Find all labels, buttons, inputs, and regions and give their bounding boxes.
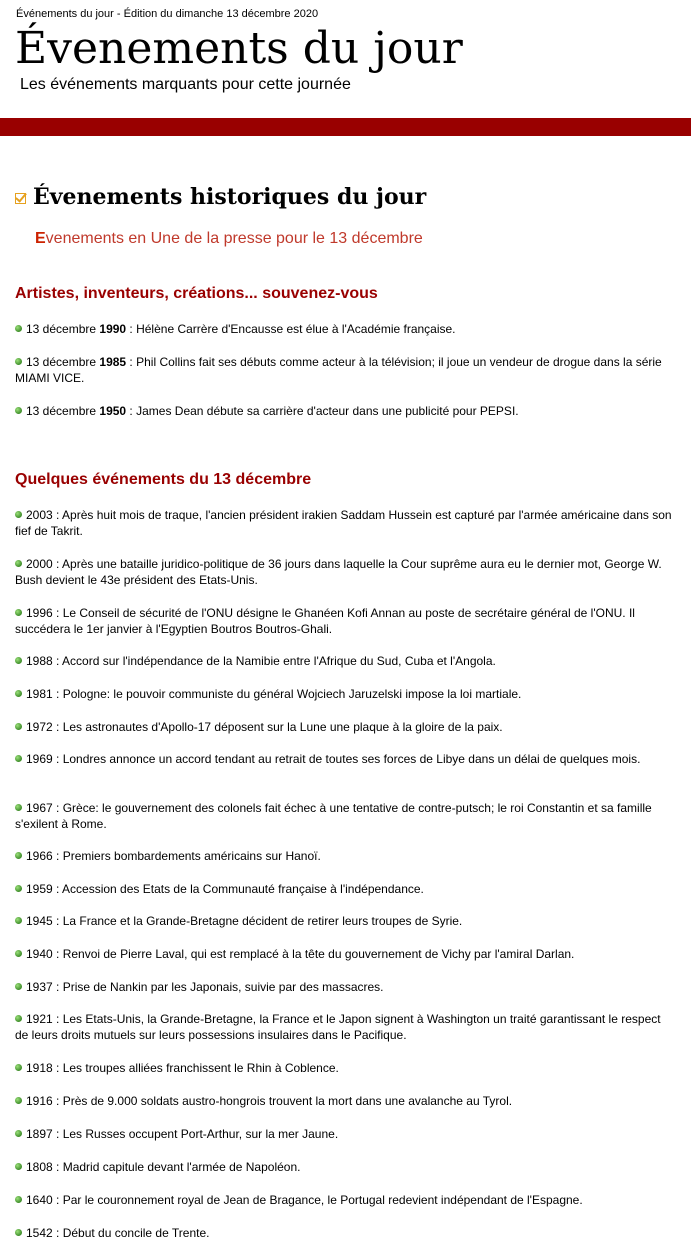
event-text: 1972 : Les astronautes d'Apollo-17 déposent sur la Lune une plaque à la gloire de la paix. <box>26 720 503 734</box>
bullet-icon <box>15 358 22 365</box>
site-tagline: Les événements marquants pour cette journée <box>20 76 351 93</box>
event-item <box>15 848 675 864</box>
bullet-icon <box>15 609 22 616</box>
bullet-icon <box>15 657 22 664</box>
press-link-text: venements en Une de la presse pour le 13 décembre <box>45 230 423 247</box>
bullet-icon <box>15 917 22 924</box>
event-item <box>15 751 675 767</box>
item-year: 1990 <box>99 322 127 336</box>
events-heading: Quelques événements du 13 décembre <box>15 471 312 488</box>
bullet-icon <box>15 983 22 990</box>
event-item <box>15 979 675 995</box>
event-text: 1940 : Renvoi de Pierre Laval, qui est remplacé à la tête du gouvernement de Vichy par l'amiral Darlan. <box>26 947 575 961</box>
press-link[interactable] <box>35 230 423 248</box>
event-item <box>15 556 675 588</box>
bullet-icon <box>15 723 22 730</box>
event-item <box>15 946 675 962</box>
event-text: 1640 : Par le couronnement royal de Jean de Bragance, le Portugal redevient indépendant de l'Espagne. <box>26 1193 583 1207</box>
bullet-icon <box>15 950 22 957</box>
bullet-icon <box>15 1097 22 1104</box>
event-text: 1937 : Prise de Nankin par les Japonais, suivie par des massacres. <box>26 980 384 994</box>
section-title: Évenements historiques du jour <box>33 184 427 210</box>
event-text: 1945 : La France et la Grande-Bretagne décident de retirer leurs troupes de Syrie. <box>26 914 463 928</box>
item-year: 1985 <box>99 355 127 369</box>
artist-item <box>15 403 675 419</box>
bullet-icon <box>15 407 22 414</box>
event-text: 1981 : Pologne: le pouvoir communiste du général Wojciech Jaruzelski impose la loi martiale. <box>26 687 522 701</box>
event-item <box>15 913 675 929</box>
event-item <box>15 507 675 539</box>
event-text: 2003 : Après huit mois de traque, l'ancien président irakien Saddam Hussein est capturé par l'armée américaine dans son fief de Takrit. <box>15 508 672 538</box>
bullet-icon <box>15 1229 22 1236</box>
event-text: 1916 : Près de 9.000 soldats austro-hongrois trouvent la mort dans une avalanche au Tyrol. <box>26 1094 513 1108</box>
artist-item <box>15 354 675 386</box>
bullet-icon <box>15 755 22 762</box>
event-item <box>15 1159 675 1175</box>
event-item <box>15 1093 675 1109</box>
press-link-initial: E <box>35 230 46 247</box>
event-text: 1921 : Les Etats-Unis, la Grande-Bretagne, la France et le Japon signent à Washington un traité garantissant le respect de leurs droits mutuels sur leurs possessions insulaires dans le Pacifique. <box>15 1012 661 1042</box>
page-topline: Événements du jour - Édition du dimanche 13 décembre 2020 <box>16 8 319 20</box>
event-text: 1967 : Grèce: le gouvernement des colonels fait échec à une tentative de contre-putsch; le roi Constantin et sa famille s'exilent à Rome. <box>15 801 652 831</box>
bullet-icon <box>15 1130 22 1137</box>
item-text: : Phil Collins fait ses débuts comme acteur à la télévision; il joue un vendeur de drogue dans la série MIAMI VICE. <box>15 355 662 385</box>
artists-heading: Artistes, inventeurs, créations... souvenez-vous <box>15 285 378 302</box>
event-text: 1969 : Londres annonce un accord tendant au retrait de toutes ses forces de Libye dans un délai de quelques mois. <box>26 752 641 766</box>
section-header <box>15 184 426 210</box>
event-text: 1808 : Madrid capitule devant l'armée de Napoléon. <box>26 1160 301 1174</box>
checkbox-icon <box>15 193 26 204</box>
event-text: 1988 : Accord sur l'indépendance de la Namibie entre l'Afrique du Sud, Cuba et l'Angola. <box>26 654 496 668</box>
header-red-bar <box>0 118 691 136</box>
event-item <box>15 1126 675 1142</box>
event-item <box>15 653 675 669</box>
item-text: : James Dean débute sa carrière d'acteur dans une publicité pour PEPSI. <box>126 404 519 418</box>
event-item <box>15 605 675 637</box>
item-date: 13 décembre <box>26 355 100 369</box>
item-date: 13 décembre <box>26 404 100 418</box>
bullet-icon <box>15 1163 22 1170</box>
site-title[interactable]: Évenements du jour <box>15 23 463 74</box>
event-item <box>15 1060 675 1076</box>
item-text: : Hélène Carrère d'Encausse est élue à l'Académie française. <box>126 322 456 336</box>
bullet-icon <box>15 852 22 859</box>
event-item <box>15 1011 675 1043</box>
bullet-icon <box>15 325 22 332</box>
event-item <box>15 719 675 735</box>
event-text: 1959 : Accession des Etats de la Communauté française à l'indépendance. <box>26 882 424 896</box>
event-item <box>15 800 675 832</box>
bullet-icon <box>15 804 22 811</box>
event-text: 2000 : Après une bataille juridico-politique de 36 jours dans laquelle la Cour suprême aura eu le dernier mot, George W. Bush devient le 43e président des Etats-Unis. <box>15 557 662 587</box>
event-text: 1996 : Le Conseil de sécurité de l'ONU désigne le Ghanéen Kofi Annan au poste de secrétaire général de l'ONU. Il succédera le 1er janvier à l'Egyptien Boutros Boutros-Ghali. <box>15 606 635 636</box>
bullet-icon <box>15 885 22 892</box>
event-text: 1542 : Début du concile de Trente. <box>26 1226 210 1240</box>
bullet-icon <box>15 1064 22 1071</box>
artist-item <box>15 321 675 337</box>
event-text: 1897 : Les Russes occupent Port-Arthur, sur la mer Jaune. <box>26 1127 339 1141</box>
bullet-icon <box>15 1196 22 1203</box>
bullet-icon <box>15 690 22 697</box>
bullet-icon <box>15 1015 22 1022</box>
bullet-icon <box>15 560 22 567</box>
event-item <box>15 881 675 897</box>
event-item <box>15 1192 675 1208</box>
event-text: 1918 : Les troupes alliées franchissent le Rhin à Coblence. <box>26 1061 339 1075</box>
bullet-icon <box>15 511 22 518</box>
event-item <box>15 686 675 702</box>
item-year: 1950 <box>99 404 127 418</box>
item-date: 13 décembre <box>26 322 100 336</box>
event-text: 1966 : Premiers bombardements américains sur Hanoï. <box>26 849 321 863</box>
event-item <box>15 1225 675 1241</box>
